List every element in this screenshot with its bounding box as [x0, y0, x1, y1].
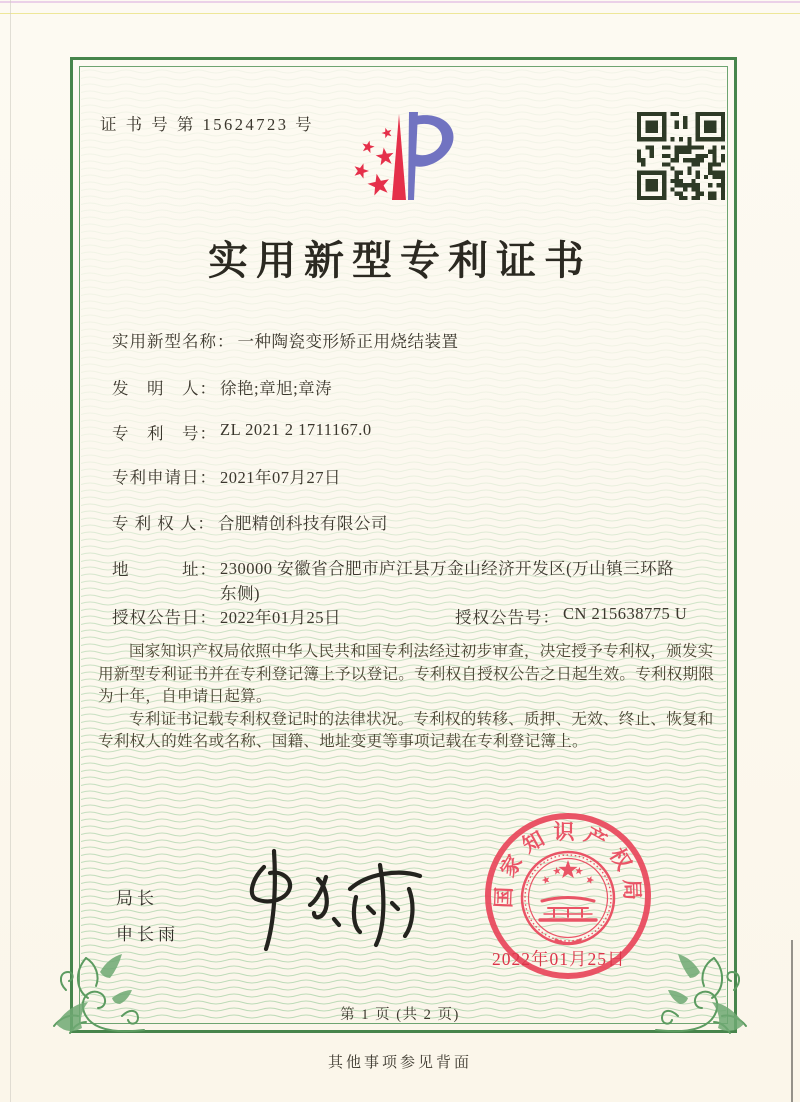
page-number: 第 1 页 (共 2 页) [340, 1007, 460, 1023]
field-value: CN 215638775 U [563, 604, 688, 623]
field-label: 地 址： [112, 560, 217, 579]
scan-edge-artifact-yellow [0, 13, 800, 14]
field-label: 授权公告日： [112, 608, 217, 627]
corner-flourish-left [26, 938, 156, 1058]
qr-code [637, 112, 725, 200]
field-row-filing-date [112, 464, 341, 488]
signature-handwriting-icon [222, 843, 437, 961]
corner-flourish-right [644, 938, 774, 1058]
field-label: 专 利 号： [112, 424, 217, 443]
field-value: ZL 2021 2 1711167.0 [220, 420, 372, 439]
cnipa-logo [342, 108, 468, 210]
field-value: 2022年01月25日 [220, 608, 341, 627]
legal-paragraph-grant: 国家知识产权局依照中华人民共和国专利法经过初步审查，决定授予专利权，颁发实用新型专利证书并在专利登记簿上予以登记。专利权自授权公告之日起生效。专利权期限为十年，自申请日起算。 [98, 643, 715, 705]
legal-paragraph-register: 专利证书记载专利权登记时的法律状况。专利权的转移、质押、无效、终止、恢复和专利权人的姓名或名称、国籍、地址变更等事项记载在专利登记簿上。 [98, 710, 714, 750]
certificate-number: 证 书 号 第 15624723 号 [100, 115, 315, 134]
scan-edge-artifact-top [0, 1, 800, 3]
field-value: 一种陶瓷变形矫正用烧结装置 [237, 332, 459, 351]
official-name: 申长雨 [116, 925, 179, 944]
field-row-patent-number [112, 420, 372, 444]
field-row-grant [112, 604, 732, 628]
back-side-note: 其他事项参见背面 [327, 1055, 472, 1071]
scan-edge-artifact-left [10, 0, 11, 1102]
legal-text-block [98, 641, 716, 754]
field-row-utility-model-name [112, 328, 459, 352]
field-value: 230000 安徽省合肥市庐江县万金山经济开发区(万山镇三环路东侧) [220, 559, 675, 603]
field-value: 合肥精创科技有限公司 [217, 514, 388, 533]
field-row-address [112, 556, 682, 606]
field-label: 实用新型名称： [112, 332, 235, 351]
seal-ring-text: 国家知识产权局 [491, 820, 645, 909]
field-row-inventors [112, 375, 332, 399]
field-value: 徐艳;章旭;章涛 [220, 379, 333, 398]
field-value: 2021年07月27日 [220, 468, 341, 487]
field-label: 专 利 权 人： [112, 514, 215, 533]
field-label: 专利申请日： [112, 468, 217, 487]
field-label: 发 明 人： [112, 379, 217, 398]
field-label: 授权公告号： [455, 608, 560, 627]
national-emblem-icon [522, 852, 614, 944]
certificate-title: 实用新型专利证书 [208, 238, 592, 283]
field-row-patentee [112, 510, 388, 534]
seal-date: 2022年01月25日 [492, 949, 626, 969]
official-title: 局长 [116, 889, 158, 908]
